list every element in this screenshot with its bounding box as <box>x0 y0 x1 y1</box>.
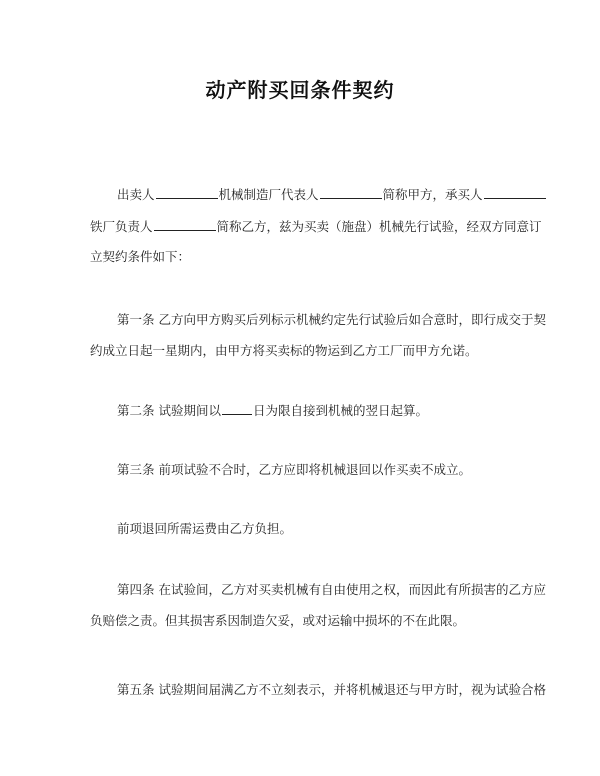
article-3: 第三条 前项试验不合时，乙方应即将机械退回以作买卖不成立。 <box>117 462 471 477</box>
buyer-label: 简称甲方，承买人 <box>382 187 483 202</box>
intro-line-1 <box>117 186 557 203</box>
factory-head-blank <box>154 218 216 231</box>
article-4-line-2: 负赔偿之责。但其损害系因制造欠妥，或对运输中损坏的不在此限。 <box>90 613 466 628</box>
buyer-blank <box>484 186 546 199</box>
article-1-line-1: 第一条 乙方向甲方购买后列标示机械约定先行试验后如合意时，即行成交于契 <box>117 312 546 327</box>
intro-line-2 <box>90 218 542 235</box>
seller-blank <box>156 186 218 199</box>
intro-line-3: 立契约条件如下： <box>90 249 191 264</box>
article-2 <box>117 402 557 419</box>
document-title: 动产附买回条件契约 <box>205 78 395 102</box>
maker-rep-label: 机械制造厂代表人 <box>218 187 319 202</box>
article-2-suffix: 日为限自接到机械的翌日起算。 <box>252 403 428 418</box>
article-1-line-2: 约成立日起一星期内，由甲方将买卖标的物运到乙方工厂而甲方允诺。 <box>90 343 478 358</box>
maker-rep-blank <box>320 186 382 199</box>
article-5-line-1: 第五条 试验期间届满乙方不立刻表示，并将机械退还与甲方时，视为试验合格 <box>117 682 546 697</box>
intro-line-2-rest: 简称乙方，兹为买卖（施盘）机械先行试验，经双方同意订 <box>216 219 542 234</box>
article-2-prefix: 第二条 试验期间以 <box>117 403 221 418</box>
seller-label: 出卖人 <box>117 187 155 202</box>
article-4-line-1: 第四条 在试验间，乙方对买卖机械有自由使用之权，而因此有所损害的乙方应 <box>117 582 546 597</box>
trial-days-blank <box>222 402 252 415</box>
factory-head-label: 铁厂负责人 <box>90 219 153 234</box>
article-3-note: 前项退回所需运费由乙方负担。 <box>117 521 293 536</box>
